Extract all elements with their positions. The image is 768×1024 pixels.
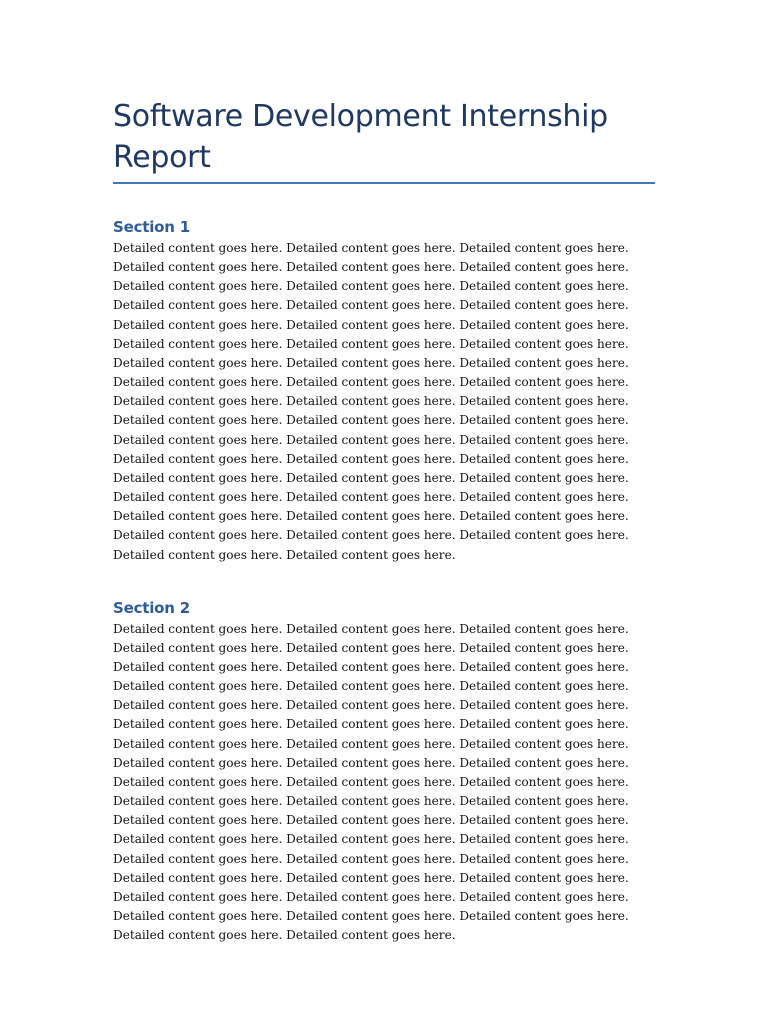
section-2-body: Detailed content goes here. Detailed content goes here. Detailed content goes here. Detailed content goes here. Detailed content goes here. Detailed content goes here. Detailed content goes here. Detailed content goes here. Detailed content goes here. Detailed content goes here. Detailed content goes here. Detailed content goes here. Detailed content goes here. Detailed content goes here. Detailed content goes here. Detailed content goes here. Detailed content goes here. Detailed content goes here. Detailed content goes here. Detailed content goes here. Detailed content goes here. Detailed content goes here. Detailed content goes here. Detailed content goes here. Detailed content goes here. Detailed content goes here. Detailed content goes here. Detailed content goes here. Detailed content goes here. Detailed content goes here. Detailed content goes here. Detailed content goes here. Detailed content goes here. Detailed content goes here. Detailed content goes here. Detailed content goes here. Detailed content goes here. Detailed content goes here. Detailed content goes here. Detailed content goes here. Detailed content goes here. Detailed content goes here. Detailed content goes here. Detailed content goes here. Detailed content goes here. Detailed content goes here. Detailed content goes here. Detailed content goes here. Detailed content goes here. Detailed content goes here. [113,621,629,943]
document-page [113,96,655,945]
section-1-heading: Section 1 [113,218,191,236]
section-1 [113,217,655,565]
section-2 [113,598,655,946]
title-divider [113,182,655,184]
document-title: Software Development Internship Report [113,99,608,175]
section-2-heading: Section 2 [113,598,191,617]
section-1-body: Detailed content goes here. Detailed content goes here. Detailed content goes here. Detailed content goes here. Detailed content goes here. Detailed content goes here. Detailed content goes here. Detailed content goes here. Detailed content goes here. Detailed content goes here. Detailed content goes here. Detailed content goes here. Detailed content goes here. Detailed content goes here. Detailed content goes here. Detailed content goes here. Detailed content goes here. Detailed content goes here. Detailed content goes here. Detailed content goes here. Detailed content goes here. Detailed content goes here. Detailed content goes here. Detailed content goes here. Detailed content goes here. Detailed content goes here. Detailed content goes here. Detailed content goes here. Detailed content goes here. Detailed content goes here. Detailed content goes here. Detailed content goes here. Detailed content goes here. Detailed content goes here. Detailed content goes here. Detailed content goes here. Detailed content goes here. Detailed content goes here. Detailed content goes here. Detailed content goes here. Detailed content goes here. Detailed content goes here. Detailed content goes here. Detailed content goes here. Detailed content goes here. Detailed content goes here. Detailed content goes here. Detailed content goes here. Detailed content goes here. Detailed content goes here. [113,241,629,562]
